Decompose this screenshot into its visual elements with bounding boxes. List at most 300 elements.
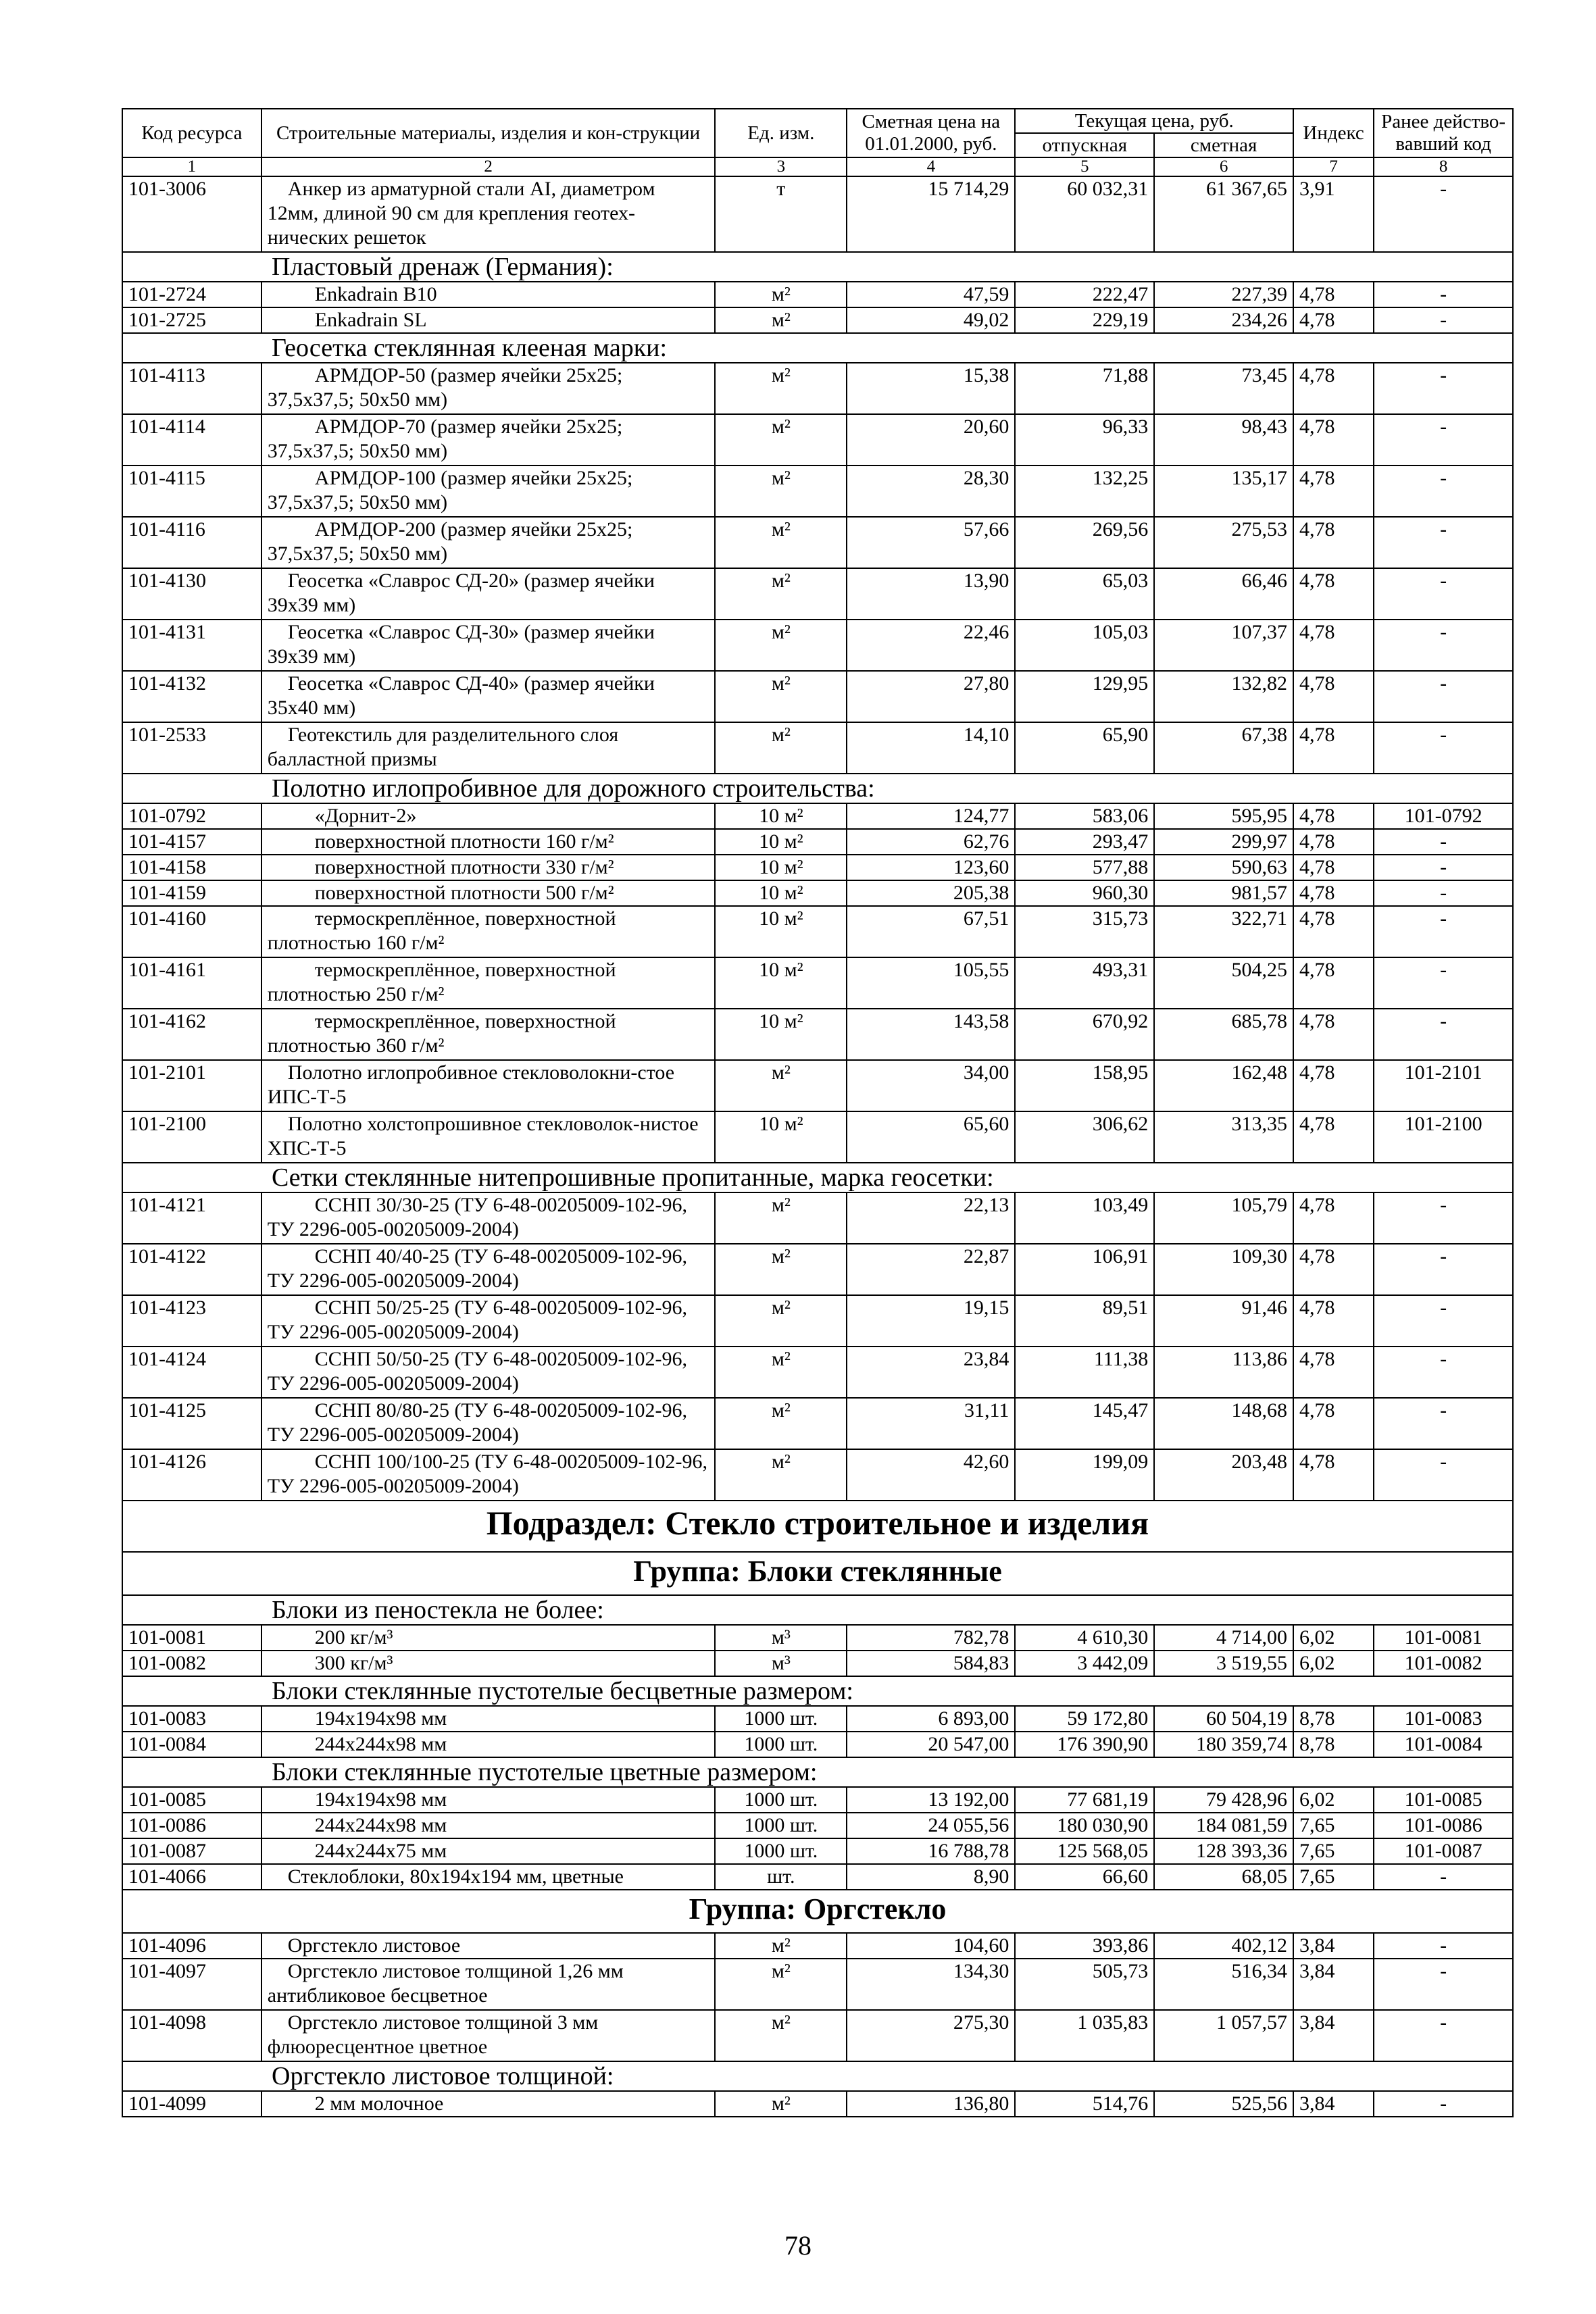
- base-price-cell: 782,78: [847, 1625, 1015, 1651]
- base-price-cell: 104,60: [847, 1933, 1015, 1959]
- base-price-cell: 8,90: [847, 1864, 1015, 1890]
- resource-code-cell: 101-4066: [122, 1864, 261, 1890]
- estimate-price-cell: 60 504,19: [1154, 1706, 1293, 1732]
- material-name-cell: Геосетка «Славрос СД-40» (размер ячейки 35x40 мм): [261, 671, 716, 722]
- unit-cell: м²: [715, 307, 847, 333]
- prev-code-cell: -: [1374, 1295, 1513, 1347]
- material-name-cell: 200 кг/м³: [261, 1625, 716, 1651]
- estimate-price-cell: 4 714,00: [1154, 1625, 1293, 1651]
- prev-code-cell: -: [1374, 282, 1513, 307]
- estimate-price-cell: 590,63: [1154, 855, 1293, 880]
- base-price-cell: 13 192,00: [847, 1787, 1015, 1813]
- table-row: [122, 1706, 1513, 1732]
- prev-code-cell: -: [1374, 1009, 1513, 1060]
- base-price-cell: 22,13: [847, 1192, 1015, 1244]
- base-price-cell: 20,60: [847, 414, 1015, 466]
- column-number: 2: [261, 157, 716, 176]
- resource-code-cell: 101-0081: [122, 1625, 261, 1651]
- resource-code-cell: 101-2100: [122, 1111, 261, 1163]
- index-cell: 3,84: [1293, 2091, 1374, 2117]
- unit-cell: 1000 шт.: [715, 1706, 847, 1732]
- unit-cell: м²: [715, 1959, 847, 2010]
- material-name-cell: Enkadrain SL: [261, 307, 716, 333]
- index-cell: 4,78: [1293, 307, 1374, 333]
- unit-cell: шт.: [715, 1864, 847, 1890]
- estimate-price-cell: 162,48: [1154, 1060, 1293, 1111]
- index-cell: 4,78: [1293, 957, 1374, 1009]
- release-price-cell: 111,38: [1015, 1347, 1154, 1398]
- resource-code-cell: 101-4124: [122, 1347, 261, 1398]
- estimate-price-cell: 91,46: [1154, 1295, 1293, 1347]
- estimate-price-cell: 299,97: [1154, 829, 1293, 855]
- resource-code-cell: 101-0792: [122, 803, 261, 829]
- header-code: Код ресурса: [122, 109, 261, 157]
- prev-code-cell: 101-0081: [1374, 1625, 1513, 1651]
- unit-cell: м²: [715, 466, 847, 517]
- table-row: [122, 906, 1513, 957]
- prev-code-cell: 101-0086: [1374, 1813, 1513, 1838]
- table-row: [122, 282, 1513, 307]
- resource-code-cell: 101-4161: [122, 957, 261, 1009]
- index-cell: 4,78: [1293, 466, 1374, 517]
- release-price-cell: 145,47: [1015, 1398, 1154, 1449]
- estimate-price-cell: 322,71: [1154, 906, 1293, 957]
- unit-cell: м²: [715, 1192, 847, 1244]
- unit-cell: м²: [715, 1449, 847, 1501]
- unit-cell: 10 м²: [715, 906, 847, 957]
- section-heading: Оргстекло листовое толщиной:: [122, 2061, 1513, 2091]
- table-row: [122, 1347, 1513, 1398]
- release-price-cell: 106,91: [1015, 1244, 1154, 1295]
- release-price-cell: 3 442,09: [1015, 1651, 1154, 1676]
- material-name-cell: Оргстекло листовое толщиной 1,26 мм антибликовое бесцветное: [261, 1959, 716, 2010]
- material-name-cell: Геосетка «Славрос СД-30» (размер ячейки 39x39 мм): [261, 620, 716, 671]
- release-price-cell: 180 030,90: [1015, 1813, 1154, 1838]
- table-row: [122, 2010, 1513, 2061]
- index-cell: 3,84: [1293, 1933, 1374, 1959]
- base-price-cell: 57,66: [847, 517, 1015, 568]
- section-heading-row: [122, 333, 1513, 363]
- base-price-cell: 24 055,56: [847, 1813, 1015, 1838]
- prev-code-cell: -: [1374, 671, 1513, 722]
- index-cell: 7,65: [1293, 1813, 1374, 1838]
- header-estimate-price: сметная: [1154, 133, 1293, 157]
- resource-code-cell: 101-4116: [122, 517, 261, 568]
- index-cell: 4,78: [1293, 1111, 1374, 1163]
- base-price-cell: 584,83: [847, 1651, 1015, 1676]
- material-name-cell: 194x194x98 мм: [261, 1706, 716, 1732]
- base-price-cell: 62,76: [847, 829, 1015, 855]
- unit-cell: м²: [715, 282, 847, 307]
- unit-cell: 10 м²: [715, 880, 847, 906]
- material-name-cell: термоскреплённое, поверхностной плотностью 250 г/м²: [261, 957, 716, 1009]
- release-price-cell: 199,09: [1015, 1449, 1154, 1501]
- estimate-price-cell: 180 359,74: [1154, 1732, 1293, 1757]
- index-cell: 8,78: [1293, 1706, 1374, 1732]
- group-heading-row: [122, 1552, 1513, 1595]
- index-cell: 3,84: [1293, 1959, 1374, 2010]
- table-row: [122, 722, 1513, 774]
- table-body: [122, 176, 1513, 2117]
- estimate-price-cell: 595,95: [1154, 803, 1293, 829]
- base-price-cell: 6 893,00: [847, 1706, 1015, 1732]
- index-cell: 4,78: [1293, 620, 1374, 671]
- prev-code-cell: -: [1374, 568, 1513, 620]
- material-name-cell: поверхностной плотности 330 г/м²: [261, 855, 716, 880]
- resource-code-cell: 101-4115: [122, 466, 261, 517]
- material-name-cell: Геосетка «Славрос СД-20» (размер ячейки 39x39 мм): [261, 568, 716, 620]
- table-row: [122, 1295, 1513, 1347]
- release-price-cell: 96,33: [1015, 414, 1154, 466]
- table-row: [122, 1625, 1513, 1651]
- resource-code-cell: 101-4113: [122, 363, 261, 414]
- table-row: [122, 1398, 1513, 1449]
- prev-code-cell: 101-2100: [1374, 1111, 1513, 1163]
- section-heading: Сетки стеклянные нитепрошивные пропитанные, марка геосетки:: [122, 1163, 1513, 1192]
- resource-code-cell: 101-4160: [122, 906, 261, 957]
- index-cell: 4,78: [1293, 568, 1374, 620]
- header-prev-code: Ранее действо-вавший код: [1374, 109, 1513, 157]
- unit-cell: 1000 шт.: [715, 1813, 847, 1838]
- section-heading-row: [122, 1163, 1513, 1192]
- estimate-price-cell: 275,53: [1154, 517, 1293, 568]
- index-cell: 4,78: [1293, 855, 1374, 880]
- base-price-cell: 143,58: [847, 1009, 1015, 1060]
- section-heading: Блоки стеклянные пустотелые бесцветные размером:: [122, 1676, 1513, 1706]
- release-price-cell: 105,03: [1015, 620, 1154, 671]
- unit-cell: м²: [715, 1244, 847, 1295]
- release-price-cell: 176 390,90: [1015, 1732, 1154, 1757]
- section-heading-row: [122, 774, 1513, 803]
- column-number: 1: [122, 157, 261, 176]
- resource-code-cell: 101-4098: [122, 2010, 261, 2061]
- resource-code-cell: 101-2725: [122, 307, 261, 333]
- table-row: [122, 803, 1513, 829]
- prev-code-cell: -: [1374, 2010, 1513, 2061]
- material-name-cell: 244x244x75 мм: [261, 1838, 716, 1864]
- unit-cell: 1000 шт.: [715, 1732, 847, 1757]
- table-row: [122, 414, 1513, 466]
- release-price-cell: 132,25: [1015, 466, 1154, 517]
- resource-code-cell: 101-0086: [122, 1813, 261, 1838]
- index-cell: 6,02: [1293, 1625, 1374, 1651]
- estimate-price-cell: 128 393,36: [1154, 1838, 1293, 1864]
- base-price-cell: 275,30: [847, 2010, 1015, 2061]
- release-price-cell: 125 568,05: [1015, 1838, 1154, 1864]
- index-cell: 4,78: [1293, 1449, 1374, 1501]
- estimate-price-cell: 132,82: [1154, 671, 1293, 722]
- prev-code-cell: -: [1374, 1192, 1513, 1244]
- resource-code-cell: 101-0083: [122, 1706, 261, 1732]
- base-price-cell: 124,77: [847, 803, 1015, 829]
- section-heading-row: [122, 1676, 1513, 1706]
- material-name-cell: термоскреплённое, поверхностной плотностью 360 г/м²: [261, 1009, 716, 1060]
- estimate-price-cell: 105,79: [1154, 1192, 1293, 1244]
- table-row: [122, 2091, 1513, 2117]
- section-heading-row: [122, 2061, 1513, 2091]
- prev-code-cell: -: [1374, 1398, 1513, 1449]
- material-name-cell: Полотно иглопробивное стекловолокни-стое ИПС-Т-5: [261, 1060, 716, 1111]
- index-cell: 4,78: [1293, 906, 1374, 957]
- release-price-cell: 65,90: [1015, 722, 1154, 774]
- base-price-cell: 20 547,00: [847, 1732, 1015, 1757]
- material-name-cell: ССНП 30/30-25 (ТУ 6-48-00205009-102-96, ТУ 2296-005-00205009-2004): [261, 1192, 716, 1244]
- resource-code-cell: 101-4157: [122, 829, 261, 855]
- unit-cell: м²: [715, 568, 847, 620]
- release-price-cell: 66,60: [1015, 1864, 1154, 1890]
- column-number: 6: [1154, 157, 1293, 176]
- material-name-cell: Оргстекло листовое: [261, 1933, 716, 1959]
- unit-cell: м³: [715, 1625, 847, 1651]
- material-name-cell: АРМДОР-50 (размер ячейки 25x25; 37,5x37,5; 50x50 мм): [261, 363, 716, 414]
- header-release-price: отпускная: [1015, 133, 1154, 157]
- column-number: 4: [847, 157, 1015, 176]
- index-cell: 7,65: [1293, 1864, 1374, 1890]
- estimate-price-cell: 184 081,59: [1154, 1813, 1293, 1838]
- prev-code-cell: -: [1374, 880, 1513, 906]
- material-name-cell: ССНП 50/50-25 (ТУ 6-48-00205009-102-96, ТУ 2296-005-00205009-2004): [261, 1347, 716, 1398]
- resource-code-cell: 101-4131: [122, 620, 261, 671]
- unit-cell: м²: [715, 1295, 847, 1347]
- estimate-price-cell: 73,45: [1154, 363, 1293, 414]
- resource-code-cell: 101-4099: [122, 2091, 261, 2117]
- unit-cell: 10 м²: [715, 803, 847, 829]
- table-row: [122, 517, 1513, 568]
- estimate-price-cell: 68,05: [1154, 1864, 1293, 1890]
- material-name-cell: АРМДОР-70 (размер ячейки 25x25; 37,5x37,5; 50x50 мм): [261, 414, 716, 466]
- material-name-cell: Геотекстиль для разделительного слоя балластной призмы: [261, 722, 716, 774]
- resource-code-cell: 101-4121: [122, 1192, 261, 1244]
- material-name-cell: 2 мм молочное: [261, 2091, 716, 2117]
- prev-code-cell: -: [1374, 1864, 1513, 1890]
- index-cell: 6,02: [1293, 1651, 1374, 1676]
- estimate-price-cell: 525,56: [1154, 2091, 1293, 2117]
- prev-code-cell: -: [1374, 906, 1513, 957]
- resource-code-cell: 101-4130: [122, 568, 261, 620]
- material-name-cell: Enkadrain B10: [261, 282, 716, 307]
- prev-code-cell: -: [1374, 722, 1513, 774]
- release-price-cell: 293,47: [1015, 829, 1154, 855]
- release-price-cell: 71,88: [1015, 363, 1154, 414]
- material-name-cell: поверхностной плотности 500 г/м²: [261, 880, 716, 906]
- resource-code-cell: 101-4123: [122, 1295, 261, 1347]
- table-row: [122, 855, 1513, 880]
- table-row: [122, 1732, 1513, 1757]
- material-name-cell: ССНП 80/80-25 (ТУ 6-48-00205009-102-96, ТУ 2296-005-00205009-2004): [261, 1398, 716, 1449]
- base-price-cell: 15,38: [847, 363, 1015, 414]
- release-price-cell: 1 035,83: [1015, 2010, 1154, 2061]
- resource-code-cell: 101-4097: [122, 1959, 261, 2010]
- table-row: [122, 1813, 1513, 1838]
- release-price-cell: 505,73: [1015, 1959, 1154, 2010]
- unit-cell: 1000 шт.: [715, 1787, 847, 1813]
- resource-code-cell: 101-4162: [122, 1009, 261, 1060]
- table-row: [122, 466, 1513, 517]
- material-name-cell: 244x244x98 мм: [261, 1813, 716, 1838]
- release-price-cell: 577,88: [1015, 855, 1154, 880]
- index-cell: 4,78: [1293, 1295, 1374, 1347]
- table-row: [122, 1933, 1513, 1959]
- index-cell: 4,78: [1293, 1060, 1374, 1111]
- material-name-cell: «Дорнит-2»: [261, 803, 716, 829]
- base-price-cell: 28,30: [847, 466, 1015, 517]
- estimate-price-cell: 313,35: [1154, 1111, 1293, 1163]
- prev-code-cell: 101-0085: [1374, 1787, 1513, 1813]
- prev-code-cell: -: [1374, 307, 1513, 333]
- index-cell: 4,78: [1293, 282, 1374, 307]
- prev-code-cell: 101-0082: [1374, 1651, 1513, 1676]
- release-price-cell: 315,73: [1015, 906, 1154, 957]
- table-row: [122, 1009, 1513, 1060]
- table-row: [122, 880, 1513, 906]
- section-heading: Блоки из пеностекла не более:: [122, 1595, 1513, 1625]
- index-cell: 4,78: [1293, 671, 1374, 722]
- resource-code-cell: 101-4158: [122, 855, 261, 880]
- index-cell: 4,78: [1293, 363, 1374, 414]
- resource-code-cell: 101-4126: [122, 1449, 261, 1501]
- base-price-cell: 105,55: [847, 957, 1015, 1009]
- unit-cell: м²: [715, 517, 847, 568]
- estimate-price-cell: 107,37: [1154, 620, 1293, 671]
- base-price-cell: 47,59: [847, 282, 1015, 307]
- unit-cell: м²: [715, 1933, 847, 1959]
- release-price-cell: 514,76: [1015, 2091, 1154, 2117]
- unit-cell: м³: [715, 1651, 847, 1676]
- header-index: Индекс: [1293, 109, 1374, 157]
- release-price-cell: 960,30: [1015, 880, 1154, 906]
- table-row: [122, 829, 1513, 855]
- release-price-cell: 77 681,19: [1015, 1787, 1154, 1813]
- price-table: [122, 108, 1514, 2117]
- prev-code-cell: 101-0083: [1374, 1706, 1513, 1732]
- prev-code-cell: -: [1374, 1244, 1513, 1295]
- resource-code-cell: 101-2724: [122, 282, 261, 307]
- base-price-cell: 23,84: [847, 1347, 1015, 1398]
- base-price-cell: 15 714,29: [847, 176, 1015, 252]
- release-price-cell: 4 610,30: [1015, 1625, 1154, 1651]
- prev-code-cell: -: [1374, 1959, 1513, 2010]
- release-price-cell: 306,62: [1015, 1111, 1154, 1163]
- estimate-price-cell: 516,34: [1154, 1959, 1293, 2010]
- table-row: [122, 307, 1513, 333]
- prev-code-cell: 101-2101: [1374, 1060, 1513, 1111]
- material-name-cell: ССНП 40/40-25 (ТУ 6-48-00205009-102-96, ТУ 2296-005-00205009-2004): [261, 1244, 716, 1295]
- header-current-price: Текущая цена, руб.: [1015, 109, 1293, 133]
- resource-code-cell: 101-2533: [122, 722, 261, 774]
- material-name-cell: ССНП 50/25-25 (ТУ 6-48-00205009-102-96, ТУ 2296-005-00205009-2004): [261, 1295, 716, 1347]
- base-price-cell: 42,60: [847, 1449, 1015, 1501]
- table-row: [122, 1192, 1513, 1244]
- unit-cell: м²: [715, 1347, 847, 1398]
- resource-code-cell: 101-4096: [122, 1933, 261, 1959]
- estimate-price-cell: 109,30: [1154, 1244, 1293, 1295]
- table-row: [122, 363, 1513, 414]
- table-row: [122, 1060, 1513, 1111]
- estimate-price-cell: 234,26: [1154, 307, 1293, 333]
- table-row: [122, 671, 1513, 722]
- table-row: [122, 957, 1513, 1009]
- prev-code-cell: -: [1374, 1933, 1513, 1959]
- base-price-cell: 22,87: [847, 1244, 1015, 1295]
- base-price-cell: 13,90: [847, 568, 1015, 620]
- page-number: 78: [784, 2230, 812, 2261]
- prev-code-cell: -: [1374, 414, 1513, 466]
- index-cell: 4,78: [1293, 829, 1374, 855]
- prev-code-cell: -: [1374, 957, 1513, 1009]
- index-cell: 4,78: [1293, 1347, 1374, 1398]
- release-price-cell: 393,86: [1015, 1933, 1154, 1959]
- resource-code-cell: 101-0087: [122, 1838, 261, 1864]
- unit-cell: м²: [715, 671, 847, 722]
- section-heading-row: [122, 252, 1513, 282]
- table-row: [122, 1787, 1513, 1813]
- resource-code-cell: 101-2101: [122, 1060, 261, 1111]
- release-price-cell: 493,31: [1015, 957, 1154, 1009]
- section-heading-row: [122, 1595, 1513, 1625]
- material-name-cell: Полотно холстопрошивное стекловолок-нистое ХПС-Т-5: [261, 1111, 716, 1163]
- document-page: [122, 108, 1514, 2117]
- resource-code-cell: 101-4125: [122, 1398, 261, 1449]
- header-name: Строительные материалы, изделия и кон-струкции: [261, 109, 716, 157]
- release-price-cell: 59 172,80: [1015, 1706, 1154, 1732]
- estimate-price-cell: 67,38: [1154, 722, 1293, 774]
- material-name-cell: АРМДОР-200 (размер ячейки 25x25; 37,5x37,5; 50x50 мм): [261, 517, 716, 568]
- column-number: 8: [1374, 157, 1513, 176]
- estimate-price-cell: 113,86: [1154, 1347, 1293, 1398]
- prev-code-cell: -: [1374, 363, 1513, 414]
- prev-code-cell: 101-0087: [1374, 1838, 1513, 1864]
- group-heading: Группа: Блоки стеклянные: [122, 1552, 1513, 1595]
- base-price-cell: 67,51: [847, 906, 1015, 957]
- material-name-cell: Оргстекло листовое толщиной 3 мм флюоресцентное цветное: [261, 2010, 716, 2061]
- index-cell: 3,91: [1293, 176, 1374, 252]
- index-cell: 7,65: [1293, 1838, 1374, 1864]
- release-price-cell: 89,51: [1015, 1295, 1154, 1347]
- prev-code-cell: -: [1374, 2091, 1513, 2117]
- section-heading: Пластовый дренаж (Германия):: [122, 252, 1513, 282]
- subsection-heading-row: [122, 1501, 1513, 1552]
- resource-code-cell: 101-4159: [122, 880, 261, 906]
- unit-cell: м²: [715, 414, 847, 466]
- column-number: 7: [1293, 157, 1374, 176]
- base-price-cell: 134,30: [847, 1959, 1015, 2010]
- index-cell: 4,78: [1293, 1192, 1374, 1244]
- table-row: [122, 1838, 1513, 1864]
- base-price-cell: 31,11: [847, 1398, 1015, 1449]
- table-row: [122, 568, 1513, 620]
- base-price-cell: 22,46: [847, 620, 1015, 671]
- release-price-cell: 583,06: [1015, 803, 1154, 829]
- estimate-price-cell: 98,43: [1154, 414, 1293, 466]
- release-price-cell: 222,47: [1015, 282, 1154, 307]
- group-heading-row: [122, 1890, 1513, 1933]
- table-row: [122, 1864, 1513, 1890]
- estimate-price-cell: 981,57: [1154, 880, 1293, 906]
- unit-cell: м²: [715, 1398, 847, 1449]
- release-price-cell: 60 032,31: [1015, 176, 1154, 252]
- material-name-cell: Стеклоблоки, 80x194x194 мм, цветные: [261, 1864, 716, 1890]
- resource-code-cell: 101-4122: [122, 1244, 261, 1295]
- material-name-cell: 194x194x98 мм: [261, 1787, 716, 1813]
- release-price-cell: 129,95: [1015, 671, 1154, 722]
- section-heading-row: [122, 1757, 1513, 1787]
- section-heading: Геосетка стеклянная клееная марки:: [122, 333, 1513, 363]
- index-cell: 4,78: [1293, 1244, 1374, 1295]
- unit-cell: м²: [715, 620, 847, 671]
- base-price-cell: 123,60: [847, 855, 1015, 880]
- unit-cell: 10 м²: [715, 855, 847, 880]
- prev-code-cell: -: [1374, 517, 1513, 568]
